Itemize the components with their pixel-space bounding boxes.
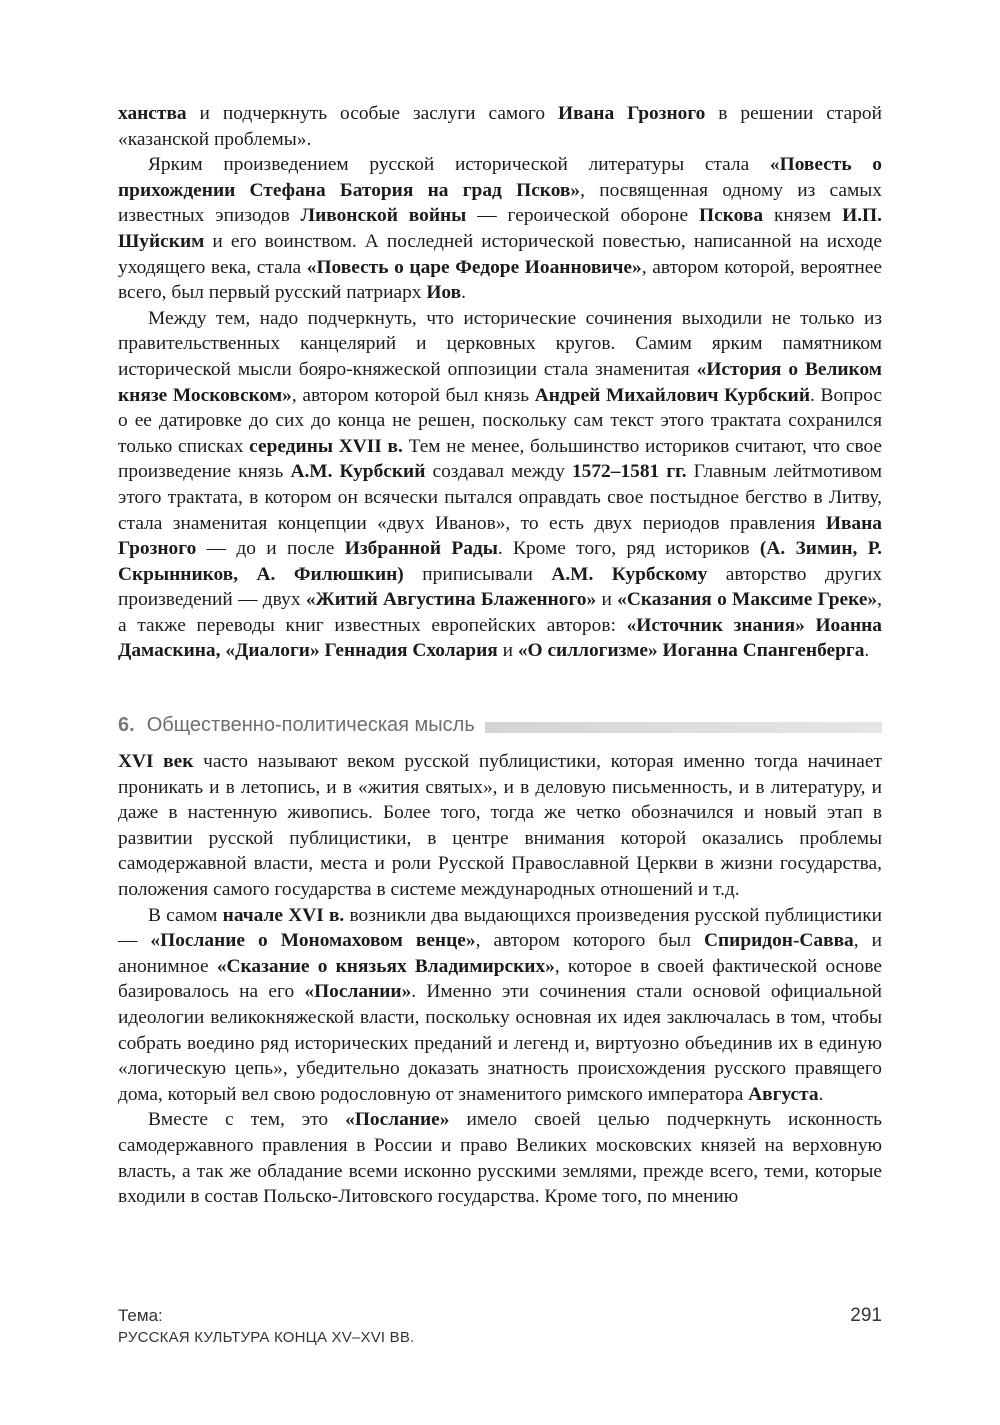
- bold-run: Спиридон-Савва: [703, 930, 854, 952]
- text-run: , посвященная одному из самых известных эпизодов: [118, 179, 882, 227]
- paragraph: [118, 749, 882, 903]
- text-run: возникли два выдающихся произведения русской публицистики —: [118, 904, 882, 952]
- footer-topic-title: РУССКАЯ КУЛЬТУРА КОНЦА XV–XVI ВВ.: [118, 1329, 415, 1346]
- bold-run: «Источник знания» Иоанна Дамаскина, «Диалоги» Геннадия Схолария: [118, 614, 882, 662]
- bold-run: Избранной Рады: [344, 538, 498, 560]
- text-run: часто называют веком русской публицистики, которая именно тогда начинает проникать и в летопись, и в «жития святых», и в деловую письменность, и в литературу, и даже в настенную живопись. Более того, тогда же четко обозначился и новый этап в развитии русской публицистики, в центре внимания которой оказались проблемы самодержавной власти, места и роли Русской Православной Церкви в жизни государства, положения самого государства в системе международных отношений и т.д.: [118, 751, 882, 900]
- paragraph: [118, 903, 882, 1108]
- bold-run: «Послание»: [345, 1109, 450, 1131]
- section-heading: [118, 712, 882, 738]
- bold-run: (А. Зимин, Р. Скрынников, А. Филюшкин): [118, 538, 882, 585]
- text-run: . Именно эти сочинения стали основой официальной идеологии великокняжеской власти, поскольку основная их идея заключалась в том, чтобы собрать воедино ряд исторических преданий и легенд и, виртуозно объединив их в единую «логическую цепь», убедительно доказать знатность происхождения русского правящего дома, который вел свою родословную от знаменитого римского императора: [118, 981, 882, 1105]
- bold-run: ханства: [118, 103, 187, 124]
- bold-run: «История о Великом князе Московском»: [118, 358, 882, 406]
- text-run: В самом: [148, 904, 223, 926]
- text-run: и его воинством. А последней исторической повестью, написанной на исходе уходящего века, стала: [118, 230, 882, 278]
- bold-run: «Сказание о князьях Владимирских»: [216, 955, 555, 977]
- paragraph: [118, 101, 882, 152]
- bold-run: Августа: [748, 1083, 819, 1105]
- bold-run: начале XVI в.: [222, 904, 345, 926]
- text-run: Вместе с тем, это: [148, 1109, 346, 1131]
- paragraph: [118, 152, 882, 306]
- text-block-bottom: [118, 749, 882, 1210]
- bold-run: «Послании»: [304, 981, 412, 1003]
- text-run: и: [596, 589, 618, 611]
- text-run: , автором которой, вероятнее всего, был первый русский патриарх: [118, 256, 882, 304]
- text-run: князем: [763, 205, 843, 227]
- text-run: создавал между: [425, 461, 572, 483]
- bold-run: А.М. Курбскому: [551, 563, 708, 585]
- text-run: , а также переводы книг известных европейских авторов:: [118, 589, 882, 636]
- bold-run: Ивана Грозного: [118, 512, 882, 560]
- bold-run: XVI век: [118, 751, 194, 772]
- section-rule: [485, 722, 882, 733]
- text-run: , автором которого был: [475, 930, 704, 952]
- paragraph: [118, 1107, 882, 1209]
- bold-run: «О силлогизме» Иоганна Спангенберга: [517, 640, 865, 662]
- bold-run: Иов: [426, 282, 462, 304]
- text-run: Между тем, надо подчеркнуть, что исторические сочинения выходили не только из правительственных канцелярий и церковных кругов. Самим ярким памятником исторической мысли бояро-княжеской оппозиции стала знаменитая: [118, 307, 882, 380]
- bold-run: «Сказания о Максиме Греке»: [617, 589, 878, 611]
- bold-run: Пскова: [699, 205, 764, 227]
- text-run: приписывали: [403, 563, 552, 585]
- bold-run: 1572–1581 гг.: [571, 461, 687, 483]
- text-run: — героической обороне: [466, 205, 700, 227]
- bold-run: «Повесть о прихождении Стефана Батория на град Псков»: [118, 154, 883, 201]
- paragraph: [118, 306, 882, 664]
- text-run: — до и после: [196, 538, 345, 560]
- bold-run: «Житий Августина Блаженного»: [305, 589, 597, 611]
- text-run: , и анонимное: [118, 930, 883, 977]
- text-run: и подчеркнуть особые заслуги самого: [186, 103, 559, 124]
- text-block-top: [118, 101, 882, 664]
- bold-run: «Послание о Мономаховом венце»: [150, 930, 476, 952]
- text-run: авторство других произведений — двух: [118, 563, 882, 611]
- text-run: .: [864, 640, 870, 662]
- text-run: , автором которой был князь: [291, 384, 535, 406]
- text-run: .: [818, 1083, 824, 1105]
- bold-run: Андрей Михайлович Курбский: [534, 384, 810, 406]
- text-run: .: [461, 282, 466, 304]
- text-run: и: [497, 640, 518, 662]
- bold-run: А.М. Курбский: [290, 461, 426, 483]
- text-run: Тем не менее, большинство историков считают, что свое произведение князь: [118, 435, 883, 483]
- text-run: Главным лейтмотивом этого трактата, в котором он всячески пытался оправдать свое постыдное бегство в Литву, стала знаменитая концепции «двух Иванов», то есть двух периодов правления: [118, 461, 882, 534]
- text-run: Ярким произведением русской исторической литературы стала: [148, 154, 770, 176]
- text-run: в решении старой «казанской проблемы».: [118, 103, 882, 150]
- section-title: Общественно-политическая мысль: [146, 713, 475, 736]
- text-run: , которое в своей фактической основе базировалось на его: [118, 955, 882, 1003]
- text-run: . Вопрос о ее датировке до сих до конца не решен, поскольку сам текст этого трактата сохранился только списках: [118, 384, 882, 457]
- bold-run: середины XVII в.: [249, 435, 403, 457]
- bold-run: Ливонской войны: [300, 205, 467, 227]
- bold-run: И.П. Шуйским: [118, 205, 882, 252]
- footer-topic-label: Тема:: [118, 1306, 163, 1325]
- text-run: имело своей целью подчеркнуть исконность самодержавного правления в России и право Великих московских князей на верховную власть, а так же обладание всеми исконно русскими землями, прежде всего, теми, которые входили в состав Польско-Литовского государства. Кроме того, по мнению: [118, 1109, 882, 1208]
- text-run: . Кроме того, ряд историков: [497, 538, 760, 560]
- section-number: 6.: [118, 713, 135, 736]
- bold-run: «Повесть о царе Федоре Иоанновиче»: [306, 256, 642, 278]
- bold-run: Ивана Грозного: [558, 103, 706, 124]
- page-number: 291: [850, 1305, 882, 1326]
- page-footer: [118, 1305, 882, 1357]
